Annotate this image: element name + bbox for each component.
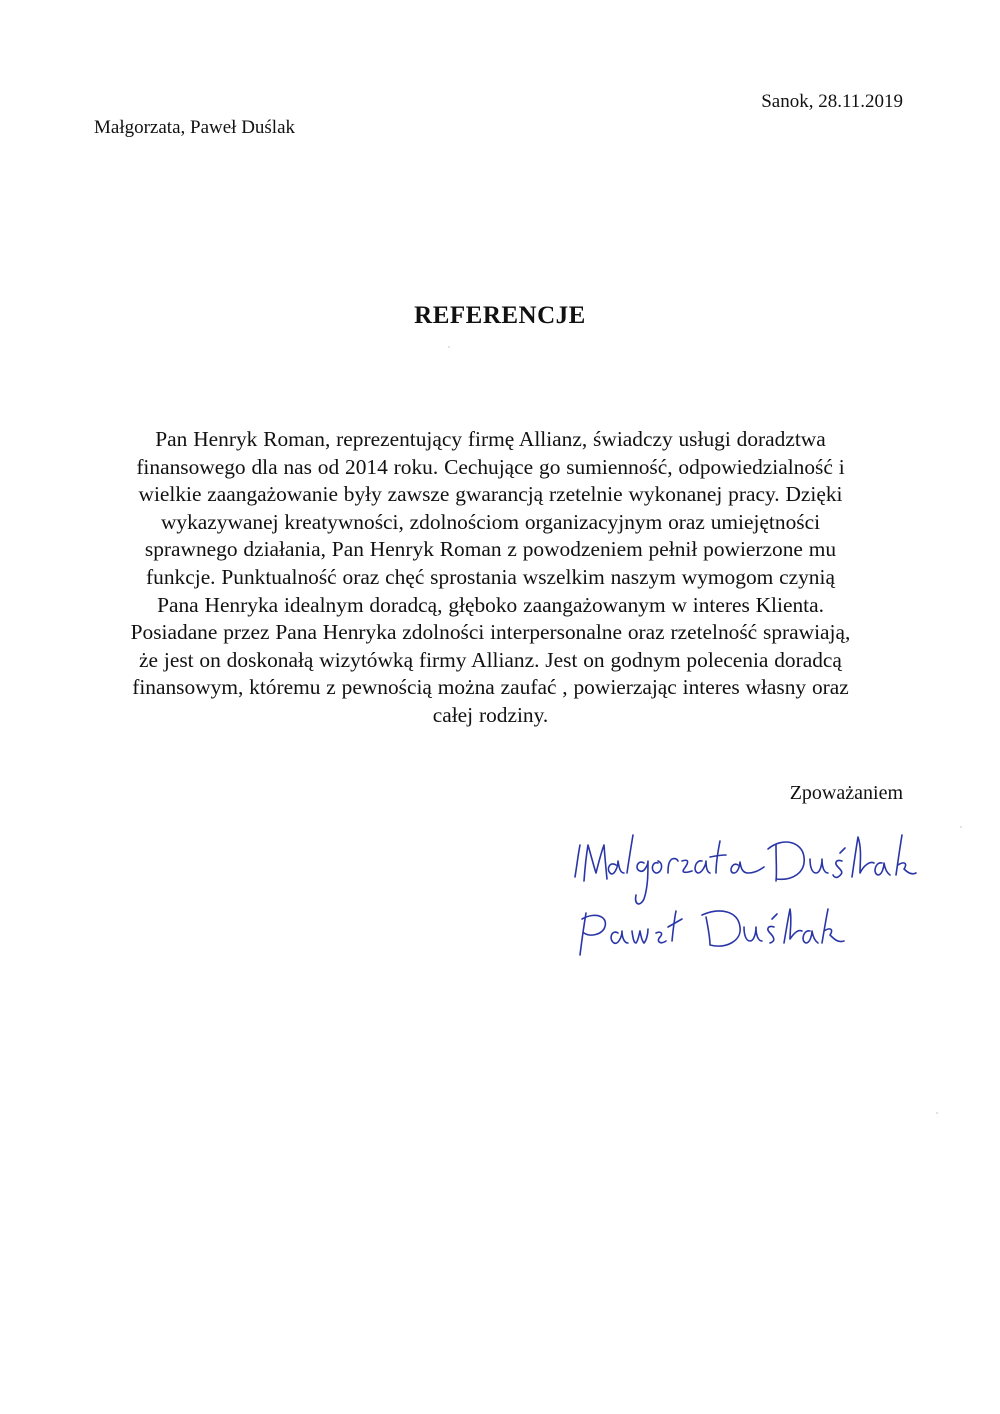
paper-speck <box>936 1112 938 1114</box>
body-line: całej rodziny. <box>432 702 549 727</box>
body-line: finansowym, któremu z pewnością można zaufać , powierzając interes własny oraz <box>132 675 849 700</box>
closing-salutation: Zpoważaniem <box>789 782 903 804</box>
paper-speck <box>448 346 450 348</box>
body-line: wykazywanej kreatywności, zdolnościom organizacyjnym oraz umiejętności <box>160 509 821 534</box>
body-line: że jest on doskonałą wizytówką firmy Allianz. Jest on godnym polecenia doradcą <box>139 647 842 672</box>
paper-speck <box>960 826 962 828</box>
document-title: REFERENCJE <box>414 302 586 329</box>
body-line: funkcje. Punktualność oraz chęć sprostania wszelkim naszym wymogom czynią <box>146 564 835 589</box>
body-line: Posiadane przez Pana Henryka zdolności interpersonalne oraz rzetelność sprawiają, <box>130 620 851 645</box>
letter-body <box>93 426 888 730</box>
body-line: Pana Henryka idealnym doradcą, głęboko zaangażowanym w interes Klienta. <box>157 592 824 617</box>
body-line: wielkie zaangażowanie były zawsze gwarancją rzetelnie wykonanej pracy. Dzięki <box>138 482 843 507</box>
body-line: sprawnego działania, Pan Henryk Roman z powodzeniem pełnił powierzone mu <box>144 537 837 562</box>
body-line: finansowego dla nas od 2014 roku. Cechujące go sumienność, odpowiedzialność i <box>136 454 845 479</box>
body-line: Pan Henryk Roman, reprezentujący firmę Allianz, świadczy usługi doradztwa <box>155 427 826 451</box>
date-line: Sanok, 28.11.2019 <box>761 91 903 112</box>
handwritten-signature <box>560 815 920 985</box>
sender-names: Małgorzata, Paweł Duślak <box>94 117 296 138</box>
signature-drawing <box>560 815 920 985</box>
